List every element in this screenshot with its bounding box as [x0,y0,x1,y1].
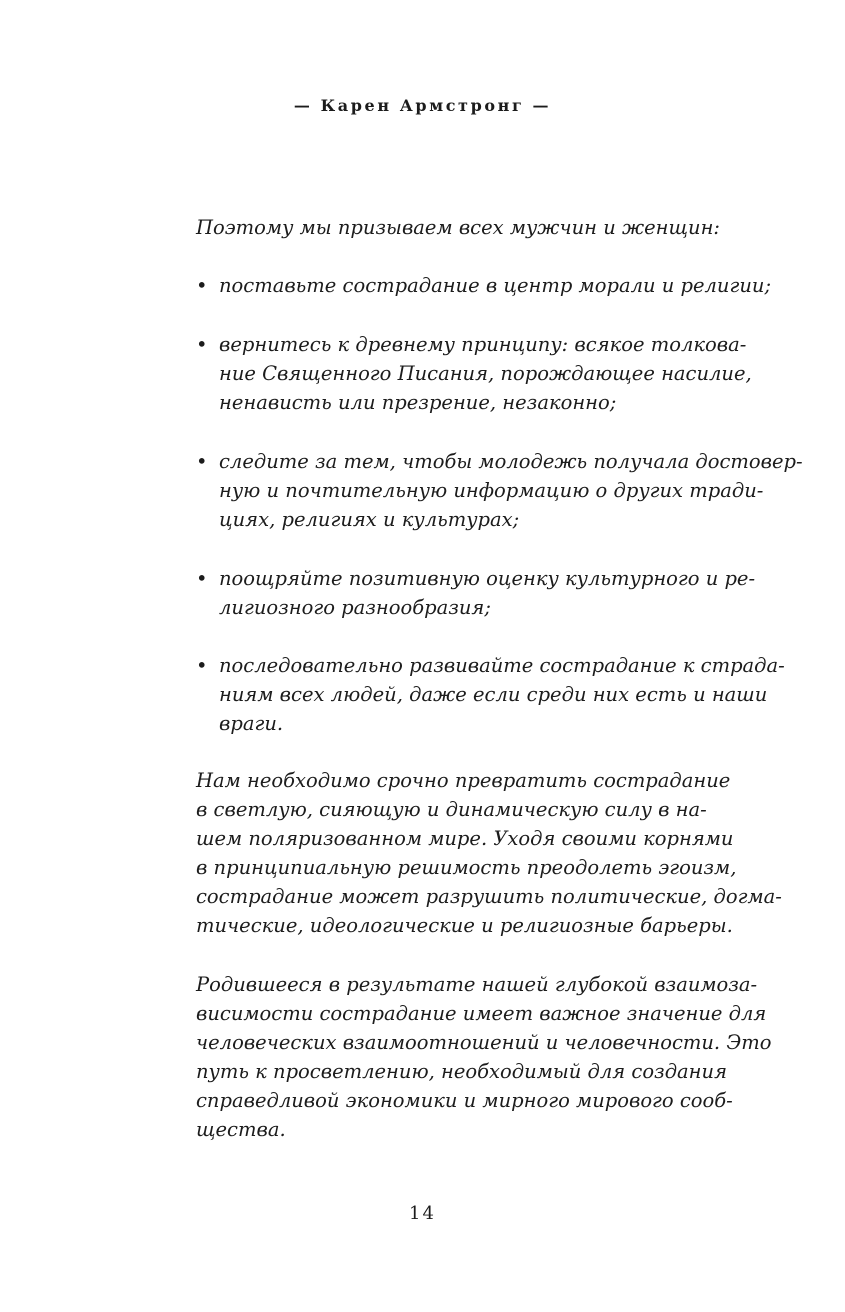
bullet-text: вернитесь к древнему принципу: всякое толкова- ние Священного Писания, порождающее насилие, ненависть или презрение, незаконно; [219,333,752,414]
bullet-text: поощряйте позитивную оценку культурного и ре- лигиозного разнообразия; [219,567,756,619]
bullet-text: следите за тем, чтобы молодежь получала достовер- ную и почтительную информацию о других тради- циях, религиях и культурах; [219,450,803,531]
paragraph-2: Родившееся в результате нашей глубокой взаимоза- висимости сострадание имеет важное значение для человеческих взаимоотношений и человечности. Это путь к просветлению, необходимый для создания справедливой экономики и мирного мирового сооб- щества. [196,973,772,1141]
paragraph-1: Нам необходимо срочно превратить сострадание в светлую, сияющую и динамическую силу в на- шем поляризованном мире. Уходя своими корнями в принципиальную решимость преодолеть эгоизм, сострадание может разрушить политические, догма- тические, идеологические и религиозные барьеры. [196,769,782,937]
bullet-marker: • [196,274,208,297]
bullet-marker: • [196,333,208,356]
running-head: — Карен Армстронг — [293,96,552,115]
intro-line: Поэтому мы призываем всех мужчин и женщин: [196,216,721,239]
bullet-marker: • [196,450,208,473]
bullet-marker: • [196,567,208,590]
page-number: 14 [409,1203,436,1224]
bullet-text: последовательно развивайте сострадание к страда- ниям всех людей, даже если среди них есть и наши враги. [219,654,785,735]
bullet-text: поставьте сострадание в центр морали и религии; [219,274,772,297]
bullet-marker: • [196,654,208,677]
